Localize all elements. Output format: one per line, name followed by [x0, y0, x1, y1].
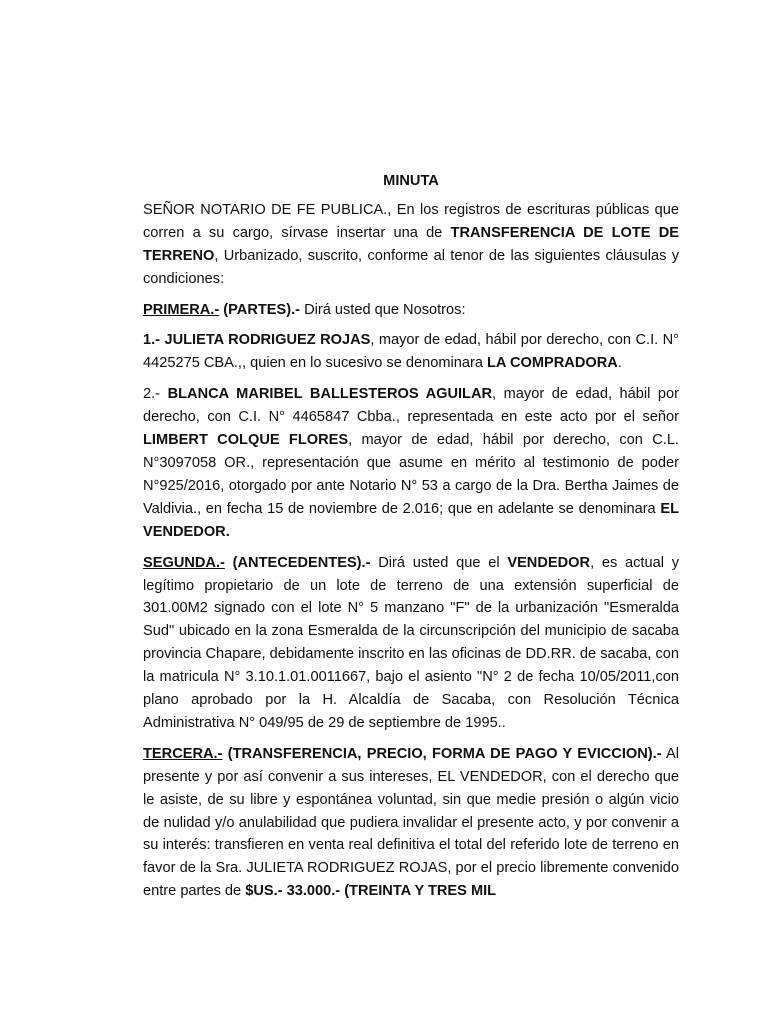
party-2-name: BLANCA MARIBEL BALLESTEROS AGUILAR [167, 386, 493, 403]
tercera-text-1: Al presente y por así convenir a sus intereses, EL VENDEDOR, con el derecho que le asiste, de su libre y espontánea voluntad, sin que medie presión o algún vicio de nulidad y/o anulabilidad que pudiera invalidar el presente acto, y por convenir a su interés: transfieren en venta real definitiva el total del referido lote de terreno en favor de la Sra. JULIETA RODRIGUEZ ROJAS, por el precio libremente convenido entre partes de [143, 745, 679, 900]
party-1-name: 1.- JULIETA RODRIGUEZ ROJAS [143, 332, 371, 349]
segunda-text-1: Dirá usted que el [370, 554, 508, 571]
party-1-paragraph [143, 329, 679, 375]
party-2-number: 2.- [143, 386, 168, 403]
primera-heading: PRIMERA.- [143, 301, 220, 318]
clause-segunda [143, 552, 679, 735]
segunda-text-2: , es actual y legítimo propietario de un lote de terreno de una extensión superficial de 301.00M2 signado con el lote N° 5 manzano "F" de la urbanización "Esmeralda Sud" ubicado en la zona Esmeralda de la circunscripción del municipio de sacaba provincia Chapare, debidamente inscrito en las oficinas de DD.RR. de sacaba, con la matricula N° 3.10.1.01.0011667, bajo el asiento "N° 2 de fecha 10/05/2011,con plano aprobado por la H. Alcaldía de Sacaba, con Resolución Técnica Administrativa N° 049/95 de 29 de septiembre de 1995.. [143, 554, 679, 731]
intro-paragraph [143, 199, 679, 291]
tercera-heading: TERCERA.- [143, 745, 223, 762]
clause-primera [143, 299, 679, 322]
intro-text-1: SEÑOR NOTARIO DE FE PUBLICA., En los registros de escrituras públicas que corren a su cargo, sírvase insertar una de [143, 201, 679, 241]
document-title: MINUTA [383, 173, 439, 189]
party-1-text-1: , mayor de edad, hábil por derecho, con C.I. N° 4425275 CBA.,, quien en lo sucesivo se denominara [143, 332, 679, 372]
primera-subheading: (PARTES).- [219, 301, 301, 318]
party-2-role: EL VENDEDOR. [143, 500, 679, 540]
primera-text: Dirá usted que Nosotros: [300, 301, 466, 318]
party-1-text-2: . [617, 355, 622, 372]
segunda-subheading: (ANTECEDENTES).- [224, 554, 371, 571]
party-2-paragraph [143, 383, 679, 543]
intro-bold-1: TRANSFERENCIA DE LOTE DE TERRENO [143, 224, 679, 264]
intro-text-2: , Urbanizado, suscrito, conforme al tenor de las siguientes cláusulas y condiciones: [143, 247, 679, 287]
clause-tercera [143, 743, 679, 903]
party-2-representative: LIMBERT COLQUE FLORES [143, 432, 349, 449]
party-1-role: LA COMPRADORA [487, 355, 618, 372]
tercera-subheading: (TRANSFERENCIA, PRECIO, FORMA DE PAGO Y EVICCION).- [222, 745, 662, 762]
tercera-price: $US.- 33.000.- (TREINTA Y TRES MIL [245, 883, 497, 900]
party-2-text-1: , mayor de edad, hábil por derecho, con C.I. N° 4465847 Cbba., representada en este acto por el señor [143, 386, 679, 426]
segunda-bold-1: VENDEDOR [507, 554, 591, 571]
document-page [143, 170, 679, 911]
party-2-text-2: , mayor de edad, hábil por derecho, con C.L. N°3097058 OR., representación que asume en mérito al testimonio de poder N°925/2016, otorgado por ante Notario N° 53 a cargo de la Dra. Bertha Jaimes de Valdivia., en fecha 15 de noviembre de 2.016; que en adelante se denominara [143, 432, 679, 517]
segunda-heading: SEGUNDA.- [143, 554, 225, 571]
